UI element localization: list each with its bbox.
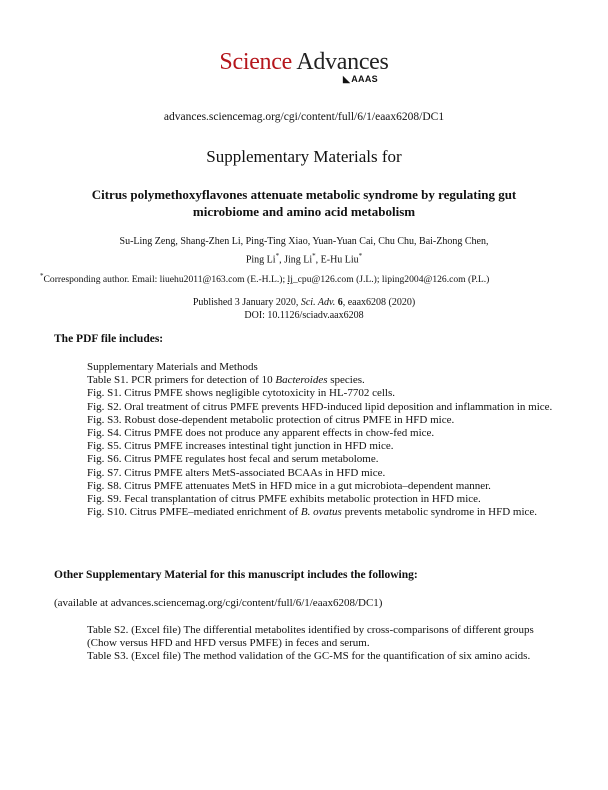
email-rest: _cpu@126.com: [292, 274, 354, 286]
list-item: Fig. S5. Citrus PMFE increases intestinal tight junction in HFD mice.: [87, 440, 394, 453]
list-item: Supplementary Materials and Methods: [87, 361, 258, 373]
author-jing-li: , Jing Li: [279, 254, 313, 266]
list-item: Fig. S3. Robust dose-dependent metabolic protection of citrus PMFE in HFD mice.: [87, 413, 455, 426]
corresponding-mark: *: [40, 272, 44, 280]
list-item: [87, 506, 557, 519]
list-item: Fig. S8. Citrus PMFE attenuates MetS in HFD mice in a gut microbiota–dependent manner.: [87, 479, 491, 492]
journal-logo: [0, 49, 608, 84]
item-text: Table S1. PCR primers for detection of 10: [87, 374, 276, 387]
corresponding-mark: *: [358, 252, 363, 260]
list-item: Fig. S6. Citrus PMFE regulates host fecal and serum metabolome.: [87, 453, 379, 466]
journal-abbrev: Sci. Adv.: [300, 297, 336, 308]
corresponding-author: [40, 272, 600, 285]
item-italic: Bacteroides: [275, 374, 328, 387]
other-material-heading: Other Supplementary Material for this manuscript includes the following:: [54, 569, 418, 581]
authors-line-1: Su-Ling Zeng, Shang-Zhen Li, Ping-Ting Xiao, Yuan-Yuan Cai, Chu Chu, Bai-Zhong Chen,: [119, 236, 489, 247]
author-list: [100, 235, 508, 267]
author-ehu-liu: , E-Hu Liu: [315, 254, 359, 266]
aaas-label: AAAS: [351, 74, 378, 84]
email-underlined: lj: [287, 274, 293, 286]
pdf-contents-list: [87, 361, 557, 519]
author-ping-li: Ping Li: [245, 254, 276, 266]
published-line: [0, 296, 608, 309]
volume: 6: [335, 297, 343, 308]
pdf-includes-heading: The PDF file includes:: [54, 333, 164, 345]
aaas-logo-icon: ◣: [343, 74, 351, 84]
authors-line-2: [100, 249, 508, 267]
list-item: Fig. S1. Citrus PMFE shows negligible cytotoxicity in HL-7702 cells.: [87, 387, 395, 400]
paper-title: Citrus polymethoxyflavones attenuate metabolic syndrome by regulating gut microbiome and amino acid metabolism: [91, 187, 517, 219]
item-text: prevents metabolic syndrome in HFD mice.: [341, 506, 538, 519]
list-item: Fig. S9. Fecal transplantation of citrus PMFE exhibits metabolic protection in HFD mice.: [87, 493, 481, 506]
logo-advances: Advances: [291, 49, 389, 75]
publication-info: [0, 296, 608, 322]
other-material-list: [87, 624, 557, 664]
corresponding-mark: *: [275, 252, 280, 260]
doi: DOI: 10.1126/sciadv.aax6208: [244, 310, 364, 321]
logo-science: Science: [219, 49, 292, 75]
list-item: [87, 374, 557, 387]
corresponding-text: Corresponding author. Email: liuehu2011@163.com (E.-H.L.);: [43, 274, 288, 286]
supplementary-title: Supplementary Materials for: [206, 147, 402, 166]
list-item: Table S2. (Excel file) The differential metabolites identified by cross-comparisons of different groups (Chow versus HFD and HFD versus PMFE) in feces and serum.: [87, 624, 534, 650]
item-italic: B. ovatus: [300, 506, 342, 519]
list-item: Fig. S4. Citrus PMFE does not produce any apparent effects in chow-fed mice.: [87, 427, 435, 440]
list-item: Fig. S2. Oral treatment of citrus PMFE prevents HFD-induced lipid deposition and inflammation in mice.: [87, 400, 553, 413]
list-item: Table S3. (Excel file) The method validation of the GC-MS for the quantification of six amino acids.: [87, 650, 531, 663]
corresponding-text-end: (J.L.); liping2004@126.com (P.L.): [353, 274, 490, 286]
item-text: species.: [327, 374, 365, 387]
availability-note: (available at advances.sciencemag.org/cgi/content/full/6/1/eaax6208/DC1): [54, 597, 383, 609]
published-date: Published 3 January 2020,: [192, 297, 301, 308]
aaas-mark: [343, 75, 378, 84]
list-item: Fig. S7. Citrus PMFE alters MetS-associated BCAAs in HFD mice.: [87, 466, 386, 479]
article-id: , eaax6208 (2020): [342, 297, 416, 308]
supplement-url: advances.sciencemag.org/cgi/content/full/6/1/eaax6208/DC1: [163, 111, 445, 123]
corresponding-mark: *: [312, 252, 316, 260]
item-text: Fig. S10. Citrus PMFE–mediated enrichment of: [87, 506, 301, 519]
